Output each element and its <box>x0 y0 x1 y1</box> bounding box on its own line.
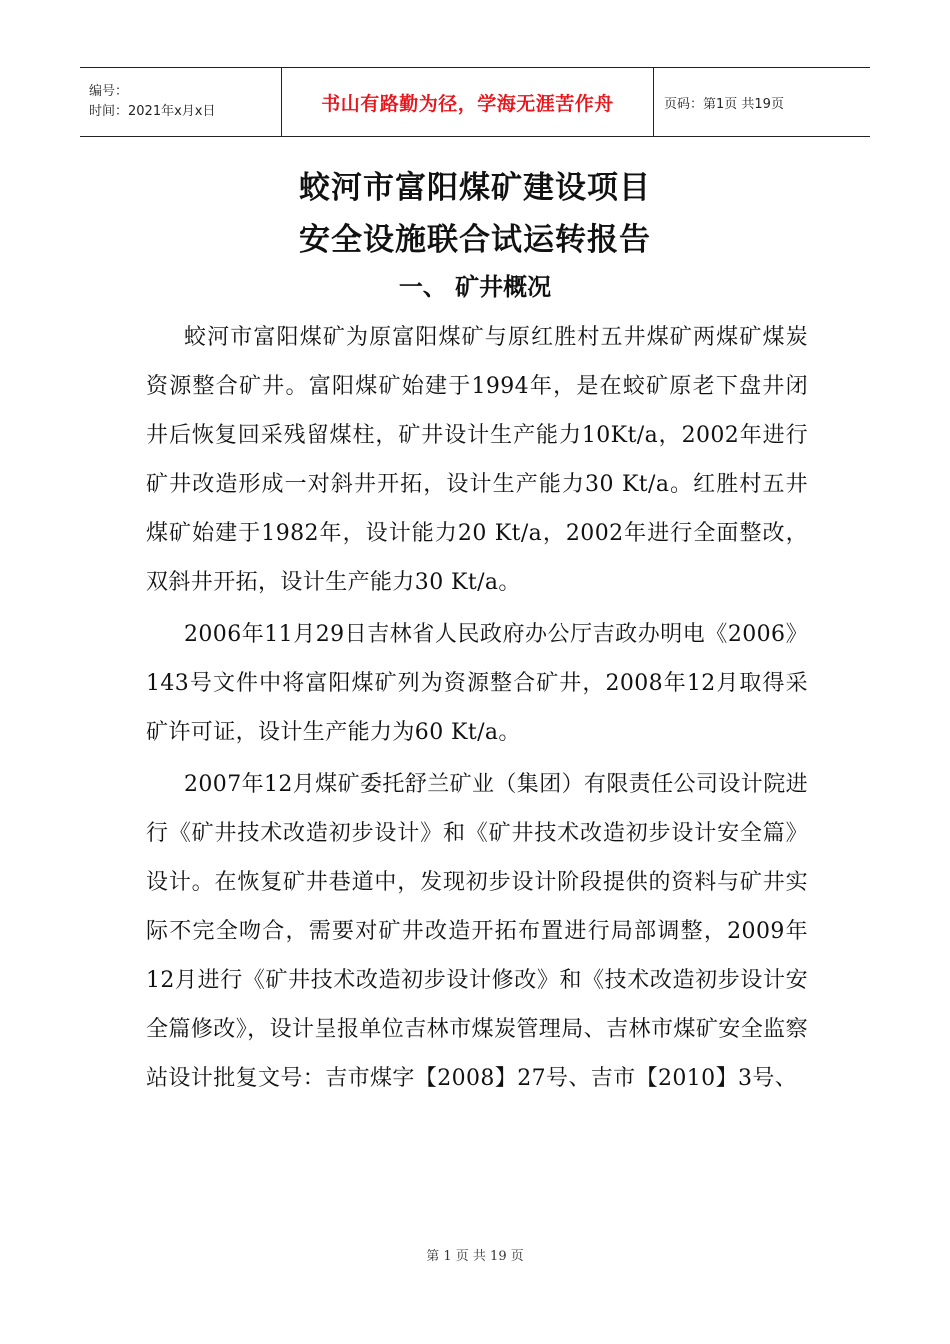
body-paragraph: 2006年11月29日吉林省人民政府办公厅吉政办明电《2006》143号文件中将富阳煤矿列为资源整合矿井，2008年12月取得采矿许可证，设计生产能力为60 Kt/a。 <box>146 622 808 745</box>
page-header <box>80 67 870 137</box>
page-footer: 第 1 页 共 19 页 <box>426 1249 524 1264</box>
header-meta <box>80 68 282 136</box>
body-paragraph: 2007年12月煤矿委托舒兰矿业（集团）有限责任公司设计院进行《矿井技术改造初步设计》和《矿井技术改造初步设计安全篇》设计。在恢复矿井巷道中，发现初步设计阶段提供的资料与矿井实际不完全吻合，需要对矿井改造开拓布置进行局部调整，2009年12月进行《矿井技术改造初步设计修改》和《技术改造初步设计安全篇修改》，设计呈报单位吉林市煤炭管理局、吉林市煤矿安全监察站设计批复文号：吉市煤字【2008】27号、吉市【2010】3号、 <box>146 772 808 1091</box>
document-title-line-1: 蛟河市富阳煤矿建设项目 <box>299 170 651 206</box>
section-heading-mine-overview: 一、 矿井概况 <box>398 273 552 301</box>
document-title-line-2: 安全设施联合试运转报告 <box>299 222 651 258</box>
header-page-info: 页码：第1页 共19页 <box>664 96 784 112</box>
body-paragraph: 蛟河市富阳煤矿为原富阳煤矿与原红胜村五井煤矿两煤矿煤炭资源整合矿井。富阳煤矿始建于1994年，是在蛟矿原老下盘井闭井后恢复回采残留煤柱，矿井设计生产能力10Kt/a，2002年进行矿井改造形成一对斜井开拓，设计生产能力30 Kt/a。红胜村五井煤矿始建于1982年，设计能力20 Kt/a，2002年进行全面整改，双斜井开拓，设计生产能力30 Kt/a。 <box>146 325 808 595</box>
document-date-label: 时间：2021年x月x日 <box>89 104 216 119</box>
header-motto-cell <box>282 68 654 136</box>
document-body <box>146 313 808 1103</box>
document-number-label: 编号： <box>89 84 129 99</box>
header-motto: 书山有路勤为径，学海无涯苦作舟 <box>321 92 614 115</box>
